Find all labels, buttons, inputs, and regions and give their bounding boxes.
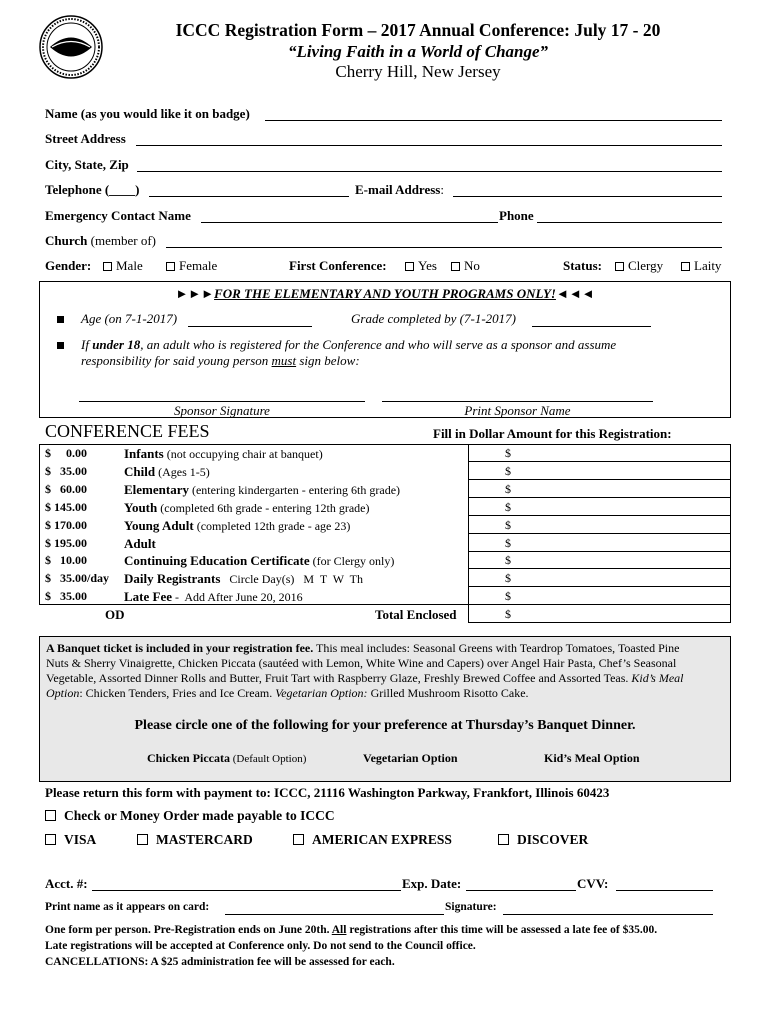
fee-row	[39, 587, 731, 604]
telephone-field[interactable]	[149, 196, 349, 197]
fee-note: (Ages 1-5)	[155, 464, 210, 479]
fee-note: (for Clergy only)	[309, 554, 395, 569]
fee-category: Child	[124, 463, 156, 479]
conference-theme: “Living Faith in a World of Change”	[287, 42, 549, 61]
fee-price: $ 10.00	[45, 553, 87, 568]
emergency-field[interactable]	[201, 222, 498, 223]
cvv-field[interactable]	[616, 890, 713, 891]
fee-price: $ 195.00	[45, 535, 87, 550]
fee-description	[124, 446, 323, 462]
visa-option[interactable]: VISA	[45, 832, 96, 848]
exp-field[interactable]	[466, 890, 576, 891]
fee-note: (entering kindergarten - entering 6th grade)	[188, 482, 401, 497]
banquet-box	[39, 636, 731, 782]
discover-option[interactable]: DISCOVER	[498, 832, 588, 848]
church-label: Church (member of)	[45, 233, 156, 248]
no-checkbox[interactable]	[451, 262, 460, 271]
age-label: Age (on 7-1-2017)	[81, 311, 178, 326]
first-no-option[interactable]: No	[451, 258, 480, 274]
fee-row	[39, 516, 731, 533]
banquet-description: A Banquet ticket is included in your registration fee. This meal includes: Seasonal Greens with Teardrop Tomatoes, Toasted Pine Nuts & Sherry Vinaigrette, Chicken Piccata (sautéed with Lemon, White Wine and Capers) over Angel Hair Pasta, Chef’s Seasonal Vegetable, Assorted Dinner Rolls and Butter, Fruit Tart with Raspberry Glaze, Freshly Brewed Coffee and Assorted Teas. Kid’s Meal Option: Chicken Tenders, Fries and Ice Cream. Vegetarian Option: Grilled Mushroom Risotto Cake.	[46, 641, 684, 700]
choice-chicken-piccata[interactable]: Chicken Piccata (Default Option)	[147, 751, 307, 765]
fee-row	[39, 551, 731, 568]
fees-table	[39, 444, 731, 623]
total-amount-field[interactable]: $	[505, 607, 511, 621]
clergy-checkbox[interactable]	[615, 262, 624, 271]
fee-amount-field[interactable]: $	[505, 481, 511, 496]
fee-amount-field[interactable]: $	[505, 553, 511, 568]
yes-checkbox[interactable]	[405, 262, 414, 271]
church-field[interactable]	[166, 247, 722, 248]
fee-row	[39, 534, 731, 551]
fee-description	[124, 571, 363, 587]
fee-row	[39, 444, 731, 461]
emergency-label: Emergency Contact Name	[45, 208, 191, 223]
fee-amount-field[interactable]: $	[505, 499, 511, 514]
check-option[interactable]: Check or Money Order made payable to ICCC	[45, 808, 335, 824]
fill-amount-heading: Fill in Dollar Amount for this Registration:	[433, 426, 672, 441]
phone-field[interactable]	[537, 222, 722, 223]
male-checkbox[interactable]	[103, 262, 112, 271]
sponsor-instructions: If under 18, an adult who is registered for the Conference and who will serve as a sponsor and assume responsibility for said young person must sign below:	[81, 337, 617, 368]
fee-description	[124, 553, 394, 569]
fees-heading: CONFERENCE FEES	[45, 421, 210, 441]
fee-note: (not occupying chair at banquet)	[163, 447, 323, 461]
age-field[interactable]	[188, 326, 312, 327]
fee-price: $ 35.00	[45, 463, 87, 478]
form-page: ICCC Registration Form – 2017 Annual Conference: July 17 - 20 “Living Faith in a World of Change” Cherry Hill, New Jersey Name (as you would like it on badge) Street Address City, State, Zip Telephone (____) E-mail Address: Emergency Contact Name Phone Church (member of) Gender: Male Female First Conference: Yes No Status: Clergy Laity ►►►FOR THE ELEMENTARY AND YOUTH PROGRAMS ONLY!◄◄◄ Age (on 7-1-2017) Grade completed by (7-1-2017) If under 18, an adult who is registered for the Conference and who will serve as a sponsor and assume responsibility for said young person must sign below: Sponsor Signature Print Sponsor Name CONFERENCE FEES Fill in Dollar Amount for this Registration: $ 0.00 Infants (not occupying chair at banquet) $ $ 35.00 Child (Ages 1-5) $ $ 60.00 Elementary (entering kindergarten - entering 6th grade) $ $ 145.00 Youth (completed 6th grade - entering 12th grade) $ $ 170.00 Young Adult (completed 12th grade - age 23) $ $ 195.00 Adult $ $ 10.00 Continuing Education Certificate (for Clergy only) $ $ 35.00/day Daily Registrants Circle Day(s) M T W Th $ $ 35.00 Late Fee - Add After June 20, 2016 $ OD Total Enclosed $ A Banquet ticket is included in your registration fee. This meal includes: Seasonal Greens with Teardrop Tomatoes, Toasted Pine Nuts & Sherry Vinaigrette, Chicken Piccata (sautéed with Lemon, White Wine and Capers) over Angel Hair Pasta, Chef’s Seasonal Vegetable, Assorted Dinner Rolls and Butter, Fruit Tart with Raspberry Glaze, Freshly Brewed Coffee and Assorted Teas. Kid’s Meal Option: Chicken Tenders, Fries and Ice Cream. Vegetarian Option: Grilled Mushroom Risotto Cake. Please circle one of the following for your preference at Thursday’s Banquet Dinner. Chicken Piccata (Default Option) Vegetarian Option Kid’s Meal Option Please return this form with payment to: ICCC, 21116 Washington Parkway, Frankfort, Illinois 60423 Check or Money Order made payable to ICCC VISA MASTERCARD AMERICAN EXPRESS DISCOVER Acct. #: Exp. Date: CVV: Print name as it appears on card: Signature: One form per person. Pre-Registration ends on June 20th. All registrations after this time will be assessed a late fee of $35.00. Late registrations will be accepted at Conference only. Do not send to the Council office. CANCELLATIONS: A $25 administration fee will be assessed for each.	[0, 0, 770, 1024]
name-label: Name (as you would like it on badge)	[45, 106, 250, 121]
mastercard-checkbox[interactable]	[137, 834, 148, 845]
signature-field[interactable]	[503, 914, 713, 915]
male-option[interactable]: Male	[103, 258, 143, 274]
fee-category: Adult	[124, 535, 156, 551]
choice-kids-meal[interactable]: Kid’s Meal Option	[544, 751, 640, 765]
fee-category: Continuing Education Certificate	[124, 553, 310, 569]
choice-vegetarian[interactable]: Vegetarian Option	[363, 751, 458, 765]
clergy-option[interactable]: Clergy	[615, 258, 663, 274]
fee-amount-field[interactable]: $	[505, 517, 511, 532]
grade-field[interactable]	[532, 326, 651, 327]
fee-description	[124, 500, 370, 516]
fee-description	[124, 536, 156, 552]
signature-label: Signature:	[445, 901, 497, 913]
acct-label: Acct. #:	[45, 876, 88, 891]
telephone-label: Telephone (____)	[45, 182, 140, 197]
check-checkbox[interactable]	[45, 810, 56, 821]
fee-amount-field[interactable]: $	[505, 571, 511, 586]
banquet-preference-heading: Please circle one of the following for your preference at Thursday’s Banquet Dinner.	[134, 718, 636, 733]
od-label: OD	[105, 607, 125, 622]
fee-price: $ 35.00	[45, 589, 87, 604]
fee-amount-field[interactable]: $	[505, 446, 511, 460]
laity-option[interactable]: Laity	[681, 258, 721, 274]
street-field[interactable]	[136, 145, 722, 146]
youth-program-box	[39, 281, 731, 418]
fee-price: $ 60.00	[45, 481, 87, 496]
fee-amount-field[interactable]: $	[505, 589, 511, 604]
discover-checkbox[interactable]	[498, 834, 509, 845]
visa-checkbox[interactable]	[45, 834, 56, 845]
exp-label: Exp. Date:	[402, 876, 462, 891]
phone-label: Phone	[499, 208, 534, 223]
amex-option[interactable]: AMERICAN EXPRESS	[293, 832, 452, 848]
fee-description	[124, 589, 303, 605]
fee-category: Young Adult	[124, 517, 194, 533]
cvv-label: CVV:	[577, 876, 609, 891]
name-field[interactable]	[265, 120, 722, 121]
fee-price: $ 0.00	[45, 446, 87, 460]
fee-row	[39, 498, 731, 515]
fee-amount-field[interactable]: $	[505, 535, 511, 550]
fee-amount-field[interactable]: $	[505, 463, 511, 478]
fee-price: $ 35.00/day	[45, 571, 110, 586]
return-instructions: Please return this form with payment to: ICCC, 21116 Washington Parkway, Frankfort, Illinois 60423	[45, 785, 610, 800]
email-label: E-mail Address:	[355, 182, 444, 197]
total-enclosed-label: Total Enclosed	[375, 607, 457, 622]
fee-category: Elementary	[124, 481, 189, 497]
fee-note: - Add After June 20, 2016	[172, 590, 303, 605]
grade-label: Grade completed by (7-1-2017)	[351, 311, 516, 326]
print-name-field[interactable]	[225, 914, 444, 915]
bullet-icon	[57, 342, 64, 349]
city-field[interactable]	[137, 171, 722, 172]
conference-location: Cherry Hill, New Jersey	[335, 62, 501, 81]
city-label: City, State, Zip	[45, 157, 129, 172]
sponsor-signature-label: Sponsor Signature	[174, 403, 270, 418]
fee-category: Daily Registrants	[124, 571, 221, 587]
fee-note: (completed 12th grade - age 23)	[193, 518, 351, 533]
fee-category: Late Fee	[124, 589, 173, 605]
fee-category: Infants	[124, 446, 164, 461]
email-field[interactable]	[453, 196, 722, 197]
fee-row	[39, 569, 731, 586]
first-yes-option[interactable]: Yes	[405, 258, 437, 274]
female-checkbox[interactable]	[166, 262, 175, 271]
amex-checkbox[interactable]	[293, 834, 304, 845]
female-option[interactable]: Female	[166, 258, 217, 274]
fee-note: Circle Day(s) M T W Th	[220, 572, 363, 587]
fee-row	[39, 462, 731, 479]
fee-row	[39, 480, 731, 497]
acct-field[interactable]	[92, 890, 401, 891]
fee-note: (completed 6th grade - entering 12th grade)	[157, 500, 370, 515]
laity-checkbox[interactable]	[681, 262, 690, 271]
mastercard-option[interactable]: MASTERCARD	[137, 832, 253, 848]
fee-category: Youth	[124, 499, 158, 515]
sponsor-signature-field[interactable]	[79, 401, 365, 402]
fee-price: $ 145.00	[45, 499, 87, 514]
page-title: ICCC Registration Form – 2017 Annual Conference: July 17 - 20	[175, 20, 661, 40]
street-label: Street Address	[45, 131, 126, 146]
footer-notes: One form per person. Pre-Registration ends on June 20th. All registrations after this time will be assessed a late fee of $35.00. Late registrations will be accepted at Conference only. Do not send to the Council office. CANCELLATIONS: A $25 administration fee will be assessed for each.	[45, 924, 658, 968]
fee-description	[124, 518, 350, 534]
fee-description	[124, 482, 400, 498]
bullet-icon	[57, 316, 64, 323]
total-row	[39, 605, 731, 622]
youth-heading: ►►►FOR THE ELEMENTARY AND YOUTH PROGRAMS ONLY!◄◄◄	[175, 286, 595, 301]
print-sponsor-label: Print Sponsor Name	[464, 403, 571, 418]
print-name-label: Print name as it appears on card:	[45, 901, 210, 913]
print-sponsor-field[interactable]	[382, 401, 653, 402]
fee-description	[124, 464, 210, 480]
fee-price: $ 170.00	[45, 517, 87, 532]
